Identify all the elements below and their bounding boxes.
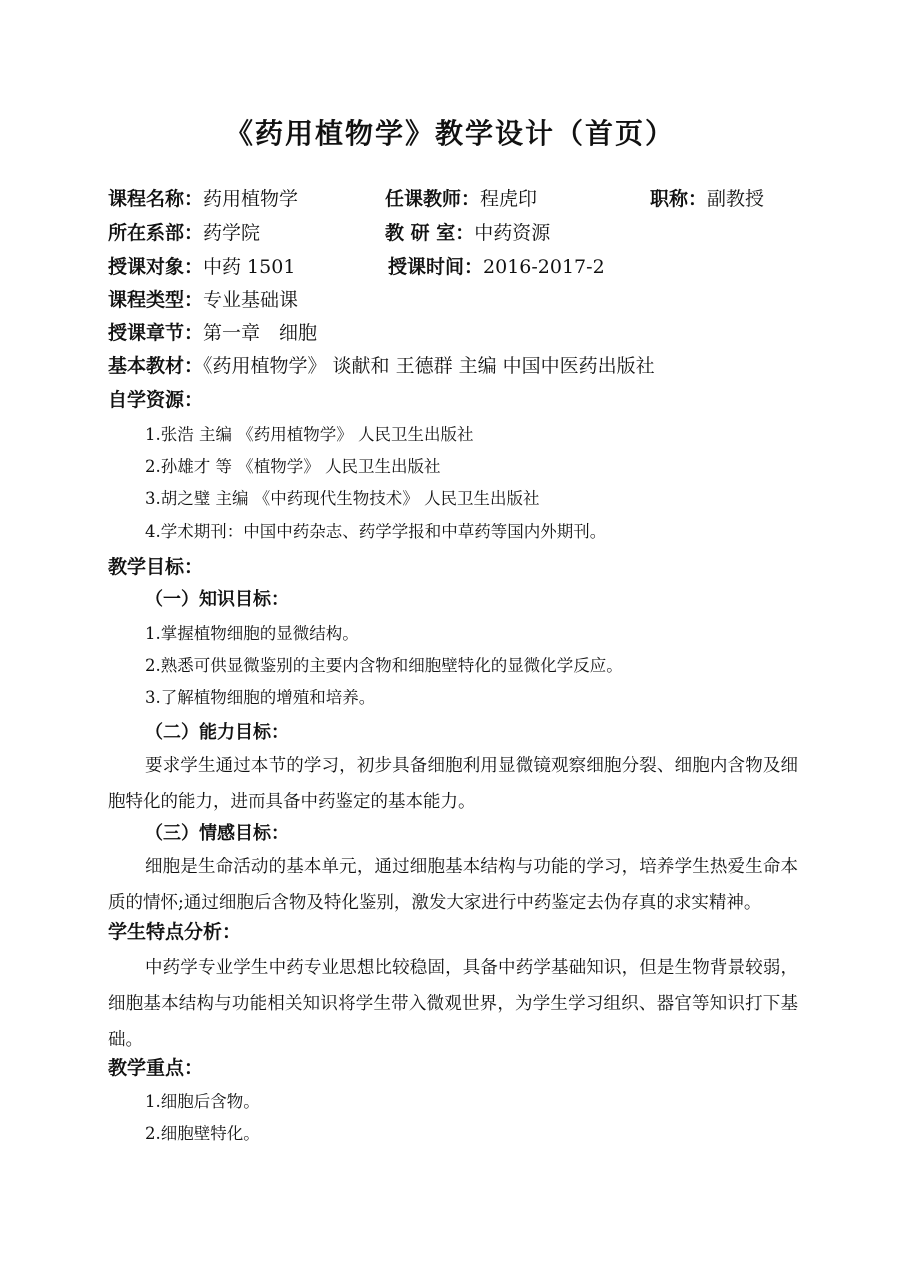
office-label: 教 研 室： — [385, 222, 475, 244]
ability-goals-text: 要求学生通过本节的学习，初步具备细胞利用显微镜观察细胞分裂、细胞内含物及细胞特化的能力，进而具备中药鉴定的基本能力。 — [108, 756, 798, 812]
info-row-chapter — [108, 324, 317, 343]
focus-item: 2.细胞壁特化。 — [145, 1124, 260, 1143]
resource-item: 3.胡之璧 主编 《中药现代生物技术》 人民卫生出版社 — [145, 489, 540, 508]
analysis-heading: 学生特点分析： — [108, 921, 242, 943]
rank-label: 职称： — [650, 188, 708, 210]
info-row-teacher — [385, 190, 537, 209]
info-row-rank — [650, 190, 764, 209]
time-value: 2016-2017-2 — [483, 256, 605, 278]
teacher-label: 任课教师： — [385, 188, 481, 210]
info-row-office — [385, 224, 550, 243]
target-label: 授课对象： — [108, 256, 204, 278]
rank-value: 副教授 — [707, 188, 765, 210]
knowledge-item: 1.掌握植物细胞的显微结构。 — [145, 624, 359, 643]
chapter-label: 授课章节： — [108, 322, 204, 344]
course-name-value: 药用植物学 — [203, 188, 299, 210]
analysis-text: 中药学专业学生中药专业思想比较稳固，具备中药学基础知识，但是生物背景较弱，细胞基本结构与功能相关知识将学生带入微观世界，为学生学习组织、器官等知识打下基础。 — [108, 958, 798, 1050]
emotion-goals-heading: （三）情感目标： — [145, 823, 289, 844]
target-value: 中药 1501 — [203, 256, 296, 278]
ability-goals-heading: （二）能力目标： — [145, 722, 289, 743]
textbook-label: 基本教材： — [108, 355, 204, 377]
focus-heading: 教学重点： — [108, 1057, 204, 1079]
time-label: 授课时间： — [388, 256, 484, 278]
info-row-dept — [108, 224, 260, 243]
info-row-course — [108, 190, 298, 209]
resource-item: 1.张浩 主编 《药用植物学》 人民卫生出版社 — [145, 425, 474, 444]
type-label: 课程类型： — [108, 289, 204, 311]
knowledge-goals-heading: （一）知识目标： — [145, 589, 289, 610]
dept-value: 药学院 — [203, 222, 261, 244]
dept-label: 所在系部： — [108, 222, 204, 244]
textbook-value: 《药用植物学》 谈献和 王德群 主编 中国中医药出版社 — [203, 355, 655, 377]
resource-item: 4.学术期刊：中国中药杂志、药学学报和中草药等国内外期刊。 — [145, 522, 607, 541]
chapter-value: 第一章 细胞 — [203, 322, 318, 344]
page-title: 《药用植物学》教学设计（首页） — [224, 117, 675, 150]
info-row-type — [108, 291, 298, 310]
type-value: 专业基础课 — [203, 289, 299, 311]
emotion-goals-text: 细胞是生命活动的基本单元，通过细胞基本结构与功能的学习，培养学生热爱生命本质的情怀;通过细胞后含物及特化鉴别，激发大家进行中药鉴定去伪存真的求实精神。 — [108, 857, 798, 913]
knowledge-item: 2.熟悉可供显微鉴别的主要内含物和细胞壁特化的显微化学反应。 — [145, 656, 623, 675]
info-row-target — [108, 258, 295, 277]
info-row-time — [388, 258, 605, 277]
resource-item: 2.孙雄才 等 《植物学》 人民卫生出版社 — [145, 457, 441, 476]
knowledge-item: 3.了解植物细胞的增殖和培养。 — [145, 688, 376, 707]
resources-heading: 自学资源： — [108, 389, 204, 411]
course-name-label: 课程名称： — [108, 188, 204, 210]
goals-heading: 教学目标： — [108, 556, 204, 578]
teacher-value: 程虎印 — [480, 188, 538, 210]
office-value: 中药资源 — [474, 222, 551, 244]
info-row-textbook — [108, 357, 655, 376]
focus-item: 1.细胞后含物。 — [145, 1092, 260, 1111]
